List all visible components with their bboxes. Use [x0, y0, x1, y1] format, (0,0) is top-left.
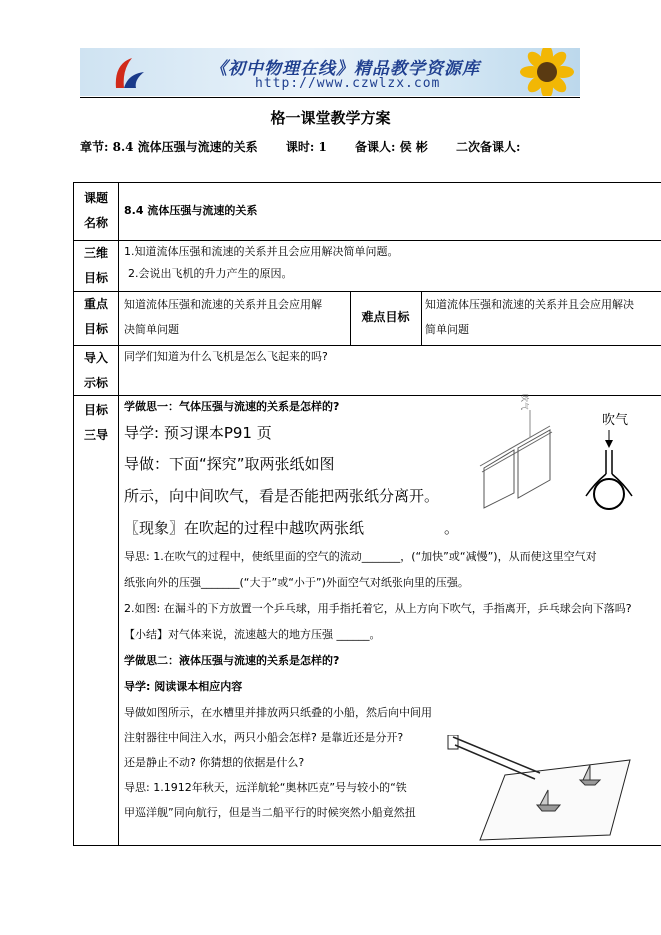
key-value: 知道流体压强和流速的关系并且会应用解 决简单问题	[124, 298, 322, 336]
second-preparer: 二次备课人:	[456, 140, 521, 154]
intro-value: 同学们知道为什么飞机是怎么飞起来的吗?	[124, 350, 328, 363]
logo-icon	[110, 54, 150, 94]
banner-url[interactable]: http://www.czwlzx.com	[255, 76, 441, 91]
chapter: 章节: 8.4 流体压强与流速的关系	[80, 140, 258, 154]
goals-label: 三维 目标	[83, 246, 108, 285]
difficult-value: 知道流体压强和流速的关系并且会应用解决 简单问题	[425, 298, 634, 336]
guide-do2: 所示，向中间吹气，看是否能把两张纸分离开。	[124, 487, 440, 505]
period: 课时: 1	[285, 140, 327, 154]
header-banner	[80, 48, 580, 96]
water-tank-figure	[445, 735, 635, 845]
fig-label-vertical: 吹气	[520, 394, 529, 410]
meta-line	[80, 138, 544, 155]
paper-sheets-figure	[470, 388, 580, 513]
intro-label: 导入 示标	[83, 351, 108, 390]
fig-label-blow: 吹气	[602, 413, 629, 428]
funnel-ball-figure	[580, 410, 650, 520]
guide-do5: 还是静止不动? 你猜想的依据是什么?	[124, 756, 305, 769]
guide-do3: 导做如图所示，在水槽里并排放两只纸叠的小船，然后向中间用	[124, 706, 432, 719]
guide-do1: 导做：下面“探究”取两张纸如图	[124, 455, 335, 473]
document-title: 格一课堂教学方案	[270, 109, 391, 127]
guide-q2: 学做思二：液体压强与流速的关系是怎样的?	[124, 654, 340, 667]
difficult-label: 难点目标	[361, 310, 410, 324]
sunflower-icon	[515, 48, 580, 96]
topic-value: 8.4 流体压强与流速的关系	[124, 204, 258, 217]
guide-think2: 纸张向外的压强_______(“大于”或“小于”)外面空气对纸张向里的压强。	[124, 576, 469, 589]
banner-title: 《初中物理在线》精品教学资源库	[210, 59, 480, 79]
key-label: 重点 目标	[83, 297, 108, 336]
guide-phenomenon: 〖现象〗在吹起的过程中越吹两张纸 。	[124, 519, 460, 537]
guide-study2: 导学: 阅读课本相应内容	[124, 680, 243, 693]
guide-study: 导学: 预习课本P91 页	[124, 424, 272, 442]
header-rule	[80, 97, 580, 98]
topic-label: 课题 名称	[83, 191, 108, 230]
guide-q1: 学做思一：气体压强与流速的关系是怎样的?	[124, 400, 340, 413]
guide-think1: 导思: 1.在吹气的过程中，使纸里面的空气的流动_______，(“加快”或“减慢”)，从而使这里空气对	[124, 550, 597, 563]
preparer: 备课人: 侯 彬	[355, 140, 428, 154]
guide-think3: 2.如图: 在漏斗的下方放置一个乒乓球，用手指托着它，从上方向下吹气，手指离开，乒乓球会向下落吗?	[124, 602, 632, 615]
guide-think5: 甲巡洋舰”同向航行，但是当二船平行的时候突然小船竟然扭	[124, 806, 416, 819]
guide-label: 目标 三导	[83, 403, 108, 442]
guide-think4: 导思: 1.1912年秋天，远洋航轮“奥林匹克”号与较小的“铁	[124, 781, 407, 794]
guide-do4: 注射器往中间注入水，两只小船会怎样? 是靠近还是分开?	[124, 731, 404, 744]
goals-list: 1.知道流体压强和流速的关系并且会应用解决简单问题。 2.会说出飞机的升力产生的原因。	[124, 245, 399, 280]
guide-summary: 【小结】对气体来说，流速越大的地方压强 ______。	[124, 628, 381, 641]
